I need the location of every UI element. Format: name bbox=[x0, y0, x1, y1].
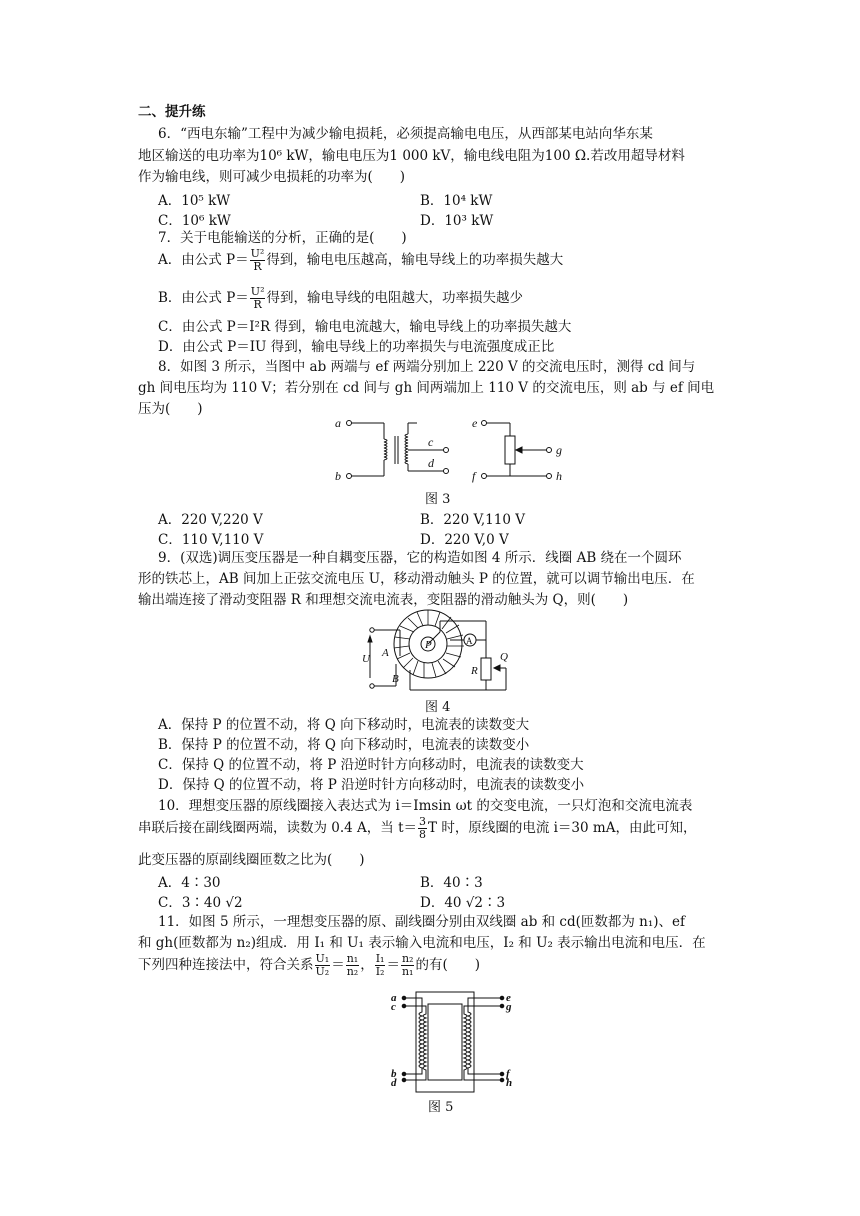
fig4-label-u: U bbox=[362, 653, 370, 665]
q10-option-d[interactable]: D．40 √2∶3 bbox=[420, 895, 506, 911]
q7-b-den: R bbox=[253, 298, 262, 311]
q8-line-1: 8．如图 3 所示，当图中 ab 两端与 ef 两端分别加上 220 V 的交流电压时，测得 cd 间与 bbox=[158, 359, 696, 375]
q6-line-1: 6．“西电东输”工程中为减少输电损耗，必须提高输电电压，从西部某电站向华东某 bbox=[158, 126, 653, 142]
q8-line-2: gh 间电压均为 110 V；若分别在 cd 间与 gh 间两端加上 110 V 的交流电压，则 ab 与 ef 间电 bbox=[138, 380, 715, 396]
q10-options-row-2 bbox=[158, 891, 678, 911]
q10-option-a[interactable]: A．4∶30 bbox=[158, 875, 221, 891]
fig3-label-h: h bbox=[556, 469, 562, 483]
q11-f3-num: I₁ bbox=[375, 952, 385, 965]
q9-option-c[interactable]: C．保持 Q 的位置不动，将 P 沿逆时针方向移动时，电流表的读数变大 bbox=[158, 757, 584, 773]
q10-line-1: 10．理想变压器的原线圈接入表达式为 i＝Imsin ωt 的交变电流，一只灯泡和交流电流表 bbox=[158, 798, 693, 814]
q10-frac-num: 3 bbox=[419, 815, 427, 828]
q7-a-fraction bbox=[250, 248, 266, 273]
fig5-label-a: a bbox=[391, 992, 397, 1004]
q11-f4-num: n₂ bbox=[401, 952, 414, 965]
q7-b-fraction bbox=[250, 286, 266, 311]
q11-f1-den: U₂ bbox=[315, 965, 330, 978]
q10-line-2 bbox=[138, 814, 696, 842]
q11-f2-den: n₂ bbox=[346, 965, 359, 978]
q7-b-prefix: B．由公式 P＝ bbox=[158, 290, 249, 306]
q6-line-3: 作为输电线，则可减少电损耗的功率为( ) bbox=[138, 169, 406, 185]
fig5-label-c: c bbox=[391, 1001, 396, 1013]
fig3-label-g: g bbox=[556, 443, 562, 457]
fig5-label-b: b bbox=[391, 1068, 397, 1080]
q11-line-3-suffix: 的有( ) bbox=[415, 957, 480, 973]
q10-line-2-suffix: T 时，原线圈的电流 i＝30 mA，由此可知， bbox=[428, 820, 697, 836]
q7-a-den: R bbox=[253, 260, 262, 273]
q11-f2-num: n₁ bbox=[346, 952, 359, 965]
figure-5-caption: 图 5 bbox=[428, 1100, 454, 1115]
q8-line-3: 压为( ) bbox=[138, 401, 203, 417]
q11-line-3-prefix: 下列四种连接法中，符合关系 bbox=[138, 957, 314, 973]
q8-options-row-2 bbox=[158, 528, 678, 548]
q9-line-2: 形的铁芯上，AB 间加上正弦交流电压 U，移动滑动触头 P 的位置，就可以调节输出电压．在 bbox=[138, 571, 695, 587]
q6-options-row-1 bbox=[158, 189, 678, 209]
q11-line-3: 下列四种连接法中，符合关系 $\frac{\text{U₁}}{\text{U₂}}$ ＝ $\frac{\text{n₁}}{\text{n₂}}$ ， $\frac{\text{I₁}}{\text{I₂}}$ ＝ $\frac{\text{n₂}}{\text{n₁}}$ 的有( ) bbox=[138, 952, 480, 978]
q9-line-1: 9．(双选)调压变压器是一种自耦变压器，它的构造如图 4 所示．线圈 AB 绕在一个圆环 bbox=[158, 550, 682, 566]
q10-option-c[interactable]: C．3∶40 √2 bbox=[158, 895, 243, 911]
fig3-label-e: e bbox=[472, 416, 478, 430]
fig5-label-e: e bbox=[506, 992, 511, 1004]
q6-line-2: 地区输送的电功率为10⁶ kW，输电电压为1 000 kV，输电线电阻为100 Ω.若改用超导材料 bbox=[138, 148, 685, 164]
fig4-label-r: R bbox=[471, 665, 478, 677]
q7-option-a[interactable] bbox=[158, 246, 563, 274]
figure-3-caption: 图 3 bbox=[425, 492, 451, 507]
q10-line-2-prefix: 串联后接在副线圈两端，读数为 0.4 A，当 t＝ bbox=[138, 820, 418, 836]
fig5-label-f: f bbox=[506, 1068, 510, 1080]
q8-options-row-1 bbox=[158, 508, 678, 528]
q7-a-num: U² bbox=[250, 247, 265, 260]
q7-stem: 7．关于电能输送的分析，正确的是( ) bbox=[158, 230, 407, 246]
figure-4-caption: 图 4 bbox=[425, 700, 451, 715]
fig4-label-a: A bbox=[382, 647, 389, 659]
q11-line-2: 和 gh(匝数都为 n₂)组成．用 I₁ 和 U₁ 表示输入电流和电压，I₂ 和 U₂ 表示输出电流和电压．在 bbox=[138, 935, 706, 951]
fig4-label-p: P bbox=[425, 639, 432, 651]
q11-frac-i bbox=[375, 953, 386, 978]
q6-option-a[interactable]: A．10⁵ kW bbox=[158, 193, 231, 209]
figure-3-circuit bbox=[332, 414, 572, 488]
q7-b-suffix: 得到，输电导线的电阻越大，功率损失越少 bbox=[266, 290, 523, 306]
q9-option-a[interactable]: A．保持 P 的位置不动，将 Q 向下移动时，电流表的读数变大 bbox=[158, 717, 530, 733]
q10-fraction bbox=[418, 816, 427, 841]
q8-option-d[interactable]: D．220 V,0 V bbox=[420, 532, 509, 548]
q7-a-suffix: 得到，输电电压越高，输电导线上的功率损失越大 bbox=[266, 252, 564, 268]
fig4-ammeter-label: A bbox=[466, 636, 473, 646]
fig5-label-g: g bbox=[506, 1001, 512, 1013]
q11-f3-den: I₂ bbox=[375, 965, 385, 978]
figure-4-autotransformer bbox=[360, 608, 520, 694]
q7-option-d[interactable]: D．由公式 P＝IU 得到，输电导线上的功率损失与电流强度成正比 bbox=[158, 339, 555, 355]
q10-option-b[interactable]: B．40∶3 bbox=[420, 875, 483, 891]
q9-option-b[interactable]: B．保持 P 的位置不动，将 Q 向下移动时，电流表的读数变小 bbox=[158, 737, 530, 753]
figure-5-transformer bbox=[388, 990, 518, 1094]
q9-option-d[interactable]: D．保持 Q 的位置不动，将 P 沿逆时针方向移动时，电流表的读数变小 bbox=[158, 777, 585, 793]
fig3-label-f: f bbox=[472, 469, 476, 483]
q11-line-1: 11．如图 5 所示，一理想变压器的原、副线圈分别由双线圈 ab 和 cd(匝数都为 n₁)、ef bbox=[158, 914, 686, 930]
fig3-label-d: d bbox=[428, 456, 434, 470]
q7-option-b[interactable] bbox=[158, 284, 523, 312]
q8-option-b[interactable]: B．220 V,110 V bbox=[420, 512, 525, 528]
q6-options-row-2 bbox=[158, 209, 678, 229]
q6-option-c[interactable]: C．10⁶ kW bbox=[158, 213, 231, 229]
fig5-label-d: d bbox=[391, 1077, 397, 1089]
q11-frac-n2 bbox=[401, 953, 415, 978]
fig3-label-b: b bbox=[335, 469, 341, 483]
q10-line-3: 此变压器的原副线圈匝数之比为( ) bbox=[138, 852, 365, 868]
fig5-label-h: h bbox=[506, 1077, 513, 1089]
fig3-label-a: a bbox=[335, 416, 341, 430]
q10-frac-den: 8 bbox=[419, 828, 427, 841]
section-heading: 二、提升练 bbox=[138, 104, 206, 120]
fig4-label-q: Q bbox=[500, 651, 508, 663]
q11-f1-num: U₁ bbox=[315, 952, 330, 965]
q11-frac-n1 bbox=[346, 953, 360, 978]
q11-frac-u bbox=[315, 953, 331, 978]
q7-a-prefix: A．由公式 P＝ bbox=[158, 252, 249, 268]
q7-option-c[interactable]: C．由公式 P＝I²R 得到，输电电流越大，输电导线上的功率损失越大 bbox=[158, 319, 572, 335]
q9-line-3: 输出端连接了滑动变阻器 R 和理想交流电流表，变阻器的滑动触头为 Q，则( ) bbox=[138, 592, 629, 608]
fig4-label-b: B bbox=[392, 673, 399, 685]
q6-option-b[interactable]: B．10⁴ kW bbox=[420, 193, 493, 209]
q8-option-c[interactable]: C．110 V,110 V bbox=[158, 532, 264, 548]
q7-b-num: U² bbox=[250, 285, 265, 298]
fig3-label-c: c bbox=[428, 435, 434, 449]
q6-option-d[interactable]: D．10³ kW bbox=[420, 213, 494, 229]
q11-f4-den: n₁ bbox=[401, 965, 414, 978]
q10-options-row-1 bbox=[158, 871, 678, 891]
q8-option-a[interactable]: A．220 V,220 V bbox=[158, 512, 263, 528]
